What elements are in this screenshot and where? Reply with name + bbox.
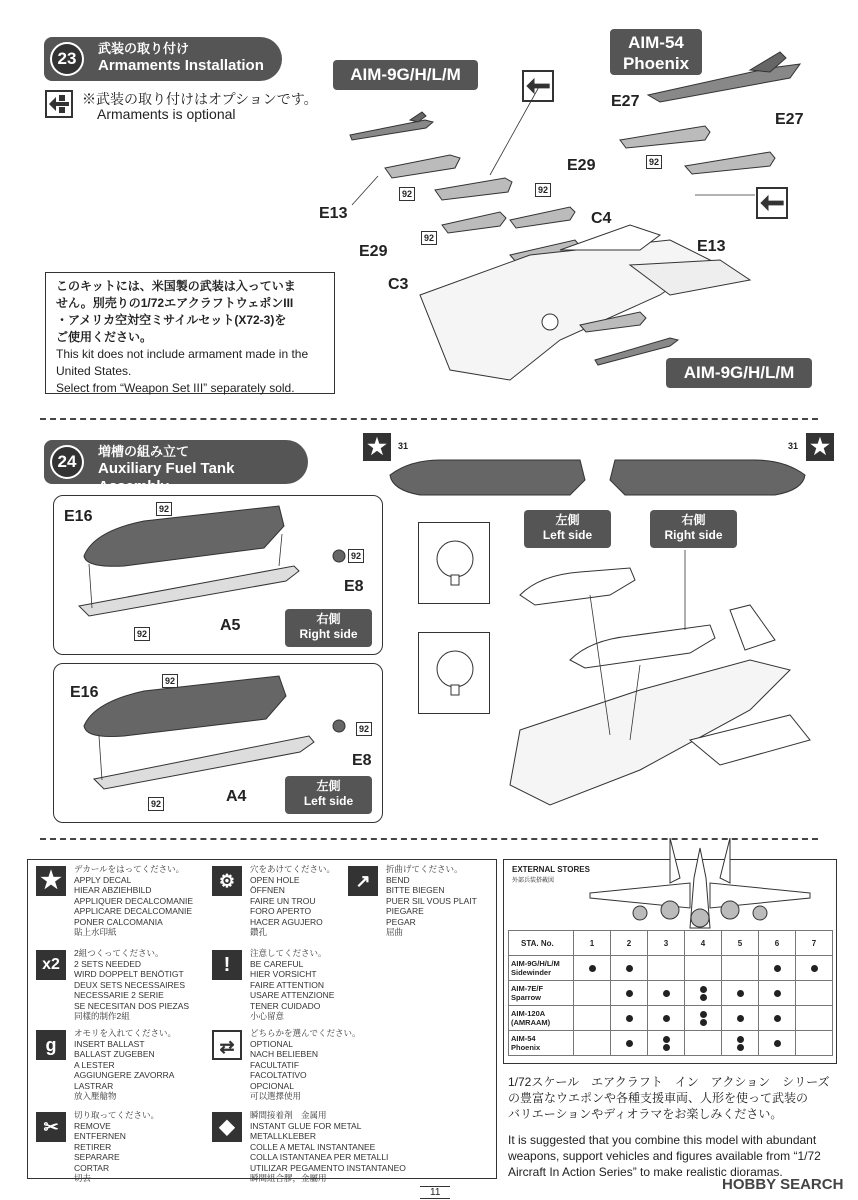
star-decal-icon: ★ (806, 433, 834, 461)
paint-92: 92 (148, 797, 164, 811)
station-cell (685, 981, 722, 1006)
station-cell (611, 981, 648, 1006)
stores-subtitle: 外部兵装搭載図 (512, 878, 555, 884)
paint-92: 92 (535, 183, 551, 197)
page-number: 11 (420, 1186, 450, 1199)
be-careful-icon: ! (212, 950, 242, 980)
store-dot (811, 965, 818, 972)
step-title-jp: 増槽の組み立て (98, 444, 190, 459)
store-dot (774, 1040, 781, 1047)
station-cell (796, 1031, 833, 1056)
info-jp-line: ・アメリカ空対空ミサイルセット(X72-3)を (56, 313, 287, 327)
left-side-label: 左側 Left side (285, 776, 372, 814)
store-dot (626, 965, 633, 972)
station-cell (574, 1006, 611, 1031)
station-cell (796, 956, 833, 981)
store-dot (737, 1036, 744, 1043)
paint-92: 92 (421, 231, 437, 245)
paint-92: 92 (348, 549, 364, 563)
station-cell (722, 956, 759, 981)
station-cell (685, 956, 722, 981)
missile-label-aim9-top: AIM-9G/H/L/M (333, 60, 478, 90)
store-dot (626, 1040, 633, 1047)
station-cell (685, 1031, 722, 1056)
store-dot (737, 1044, 744, 1051)
station-cell (648, 1031, 685, 1056)
stores-row: AIM-9G/H/L/M Sidewinder (509, 956, 833, 981)
store-dot (700, 1019, 707, 1026)
station-cell (759, 981, 796, 1006)
detail-box-top (418, 522, 490, 604)
part-e16: E16 (70, 684, 99, 701)
store-dot (663, 1044, 670, 1051)
station-cell (611, 1006, 648, 1031)
store-dot (663, 990, 670, 997)
part-c3: C3 (388, 276, 409, 293)
store-dot (737, 1015, 744, 1022)
station-cell (574, 981, 611, 1006)
station-cell (685, 1006, 722, 1031)
right-side-install-label: 右側 Right side (650, 510, 737, 548)
legend-optional: どちらかを選んでください。 OPTIONAL NACH BELIEBEN FACULTATIF FACOLTATIVO OPCIONAL 可以選擇使用 (250, 1028, 361, 1101)
instant-glue-icon: ◆ (212, 1112, 242, 1142)
station-cell (722, 1006, 759, 1031)
remove-icon: ✂ (36, 1112, 66, 1142)
watermark: HOBBY SEARCH (722, 1176, 844, 1193)
store-dot (626, 1015, 633, 1022)
station-cell (722, 981, 759, 1006)
stores-row: AIM-7E/F Sparrow (509, 981, 833, 1006)
part-c4: C4 (591, 210, 612, 227)
part-a4: A4 (226, 788, 247, 805)
station-cell (648, 1006, 685, 1031)
store-dot (589, 965, 596, 972)
step-title-jp: 武装の取り付け (98, 41, 190, 56)
stores-title: EXTERNAL STORES (512, 865, 590, 874)
detail-box-bottom (418, 632, 490, 714)
part-e27-left: E27 (611, 93, 640, 110)
store-dot (663, 1036, 670, 1043)
paint-92: 92 (134, 627, 150, 641)
station-cell (648, 981, 685, 1006)
legend-bend: 折曲げてください。 BEND BITTE BIEGEN PUER SIL VOUS PLAIT PIEGARE PEGAR 屈曲 (386, 864, 477, 937)
store-dot (626, 990, 633, 997)
station-cell (648, 956, 685, 981)
store-dot (700, 986, 707, 993)
decal-tank-left (380, 455, 590, 500)
info-jp-line: このキットには、米国製の武装は入っていま (56, 279, 296, 293)
missile-label-aim9-bottom: AIM-9G/H/L/M (666, 358, 812, 388)
right-side-label: 右側 Right side (285, 609, 372, 647)
optional-arrows-icon (45, 90, 73, 118)
armament-info-box (45, 272, 335, 394)
info-jp-line: せん。別売りの1/72エアクラフトウェポンIII (56, 296, 294, 310)
station-cell (574, 956, 611, 981)
two-sets-icon: x2 (36, 950, 66, 980)
stores-table: STA. No. 1 2 3 4 5 6 7 AIM-9G/H/L/M Sidewinder AIM-7E/F Sparrow AIM-120A (AMRAAM) AIM-54 Phoenix (508, 930, 833, 1056)
station-cell (759, 1006, 796, 1031)
star-icon: ★ (36, 866, 66, 896)
stores-row: AIM-120A (AMRAAM) (509, 1006, 833, 1031)
paint-92: 92 (399, 187, 415, 201)
station-cell (759, 1031, 796, 1056)
section-divider (40, 418, 818, 420)
step-title-en: Auxiliary Fuel Tank Assembly (98, 460, 235, 495)
store-dot (774, 990, 781, 997)
part-a5: A5 (220, 617, 241, 634)
armament-illustration (330, 50, 850, 395)
paint-92: 92 (156, 502, 172, 516)
step-number: 24 (50, 445, 84, 479)
part-e29-bottom: E29 (359, 243, 388, 260)
part-e8: E8 (352, 752, 372, 769)
store-dot (774, 965, 781, 972)
station-cell (796, 1006, 833, 1031)
paint-92: 92 (162, 674, 178, 688)
step-23-header (44, 37, 282, 81)
store-dot (663, 1015, 670, 1022)
optional-note-jp: ※武装の取り付けはオプションです。 (82, 91, 318, 107)
promo-text: 1/72スケール エアクラフト イン アクション シリーズ の豊富なウエポンや各種支援車両、人形を使って武装の バリエーションやディオラマをお楽しみください。 It is suggested that you combine this model with abundant weapons, support vehicles and figures available from “1/72 Aircraft In Action Series” to make realistic dioramas. (508, 1075, 830, 1179)
part-e27-right: E27 (775, 111, 804, 128)
store-dot (700, 1011, 707, 1018)
legend-instant-glue: 瞬間接着剤 金属用 INSTANT GLUE FOR METAL METALLKLEBER COLLE A METAL INSTANTANEE COLLA ISTANTANEA PER METALLI UTILIZAR PEGAMENTO INSTANTANEO 瞬間組合膠，金屬用 (250, 1110, 406, 1183)
part-e8: E8 (344, 578, 364, 595)
step-title-en: Armaments Installation (98, 57, 264, 74)
step-number: 23 (50, 42, 84, 76)
decal-number: 31 (398, 441, 409, 451)
paint-92: 92 (646, 155, 662, 169)
station-cell (759, 956, 796, 981)
part-e16: E16 (64, 508, 93, 525)
sta-label: STA. No. (509, 931, 574, 956)
info-en-line: This kit does not include armament made in the (56, 347, 309, 361)
optional-icon: ⇄ (212, 1030, 242, 1060)
store-dot (774, 1015, 781, 1022)
store-dot (700, 994, 707, 1001)
ballast-icon: g (36, 1030, 66, 1060)
paint-92: 92 (356, 722, 372, 736)
stores-row: AIM-54 Phoenix (509, 1031, 833, 1056)
info-en-line: United States. (56, 364, 132, 378)
part-e13-right: E13 (697, 238, 726, 255)
legend-be-careful: 注意してください。 BE CAREFUL HIER VORSICHT FAIRE ATTENTION USARE ATTENZIONE TENER CUIDADO 小心留意 (250, 948, 335, 1021)
missile-label-aim54: AIM-54 Phoenix (610, 29, 702, 75)
bend-icon: ↗ (348, 866, 378, 896)
decal-number: 31 (788, 441, 799, 451)
info-en-line: Select from “Weapon Set III” separately sold. (56, 381, 295, 395)
station-cell (574, 1031, 611, 1056)
station-cell (611, 1031, 648, 1056)
part-e29-top: E29 (567, 157, 596, 174)
part-e13-left: E13 (319, 205, 348, 222)
decal-tank-right (605, 455, 815, 500)
legend-two-sets: 2組つくってください。 2 SETS NEEDED WIRD DOPPELT BENÖTIGT DEUX SETS NECESSAIRES NECESSARIE 2 SERIE SE NECESITAN DOS PIEZAS 同樣的制作2組 (74, 948, 190, 1021)
legend-open-hole: 穴をあけてください。 OPEN HOLE ÖFFNEN FAIRE UN TROU FORO APERTO HACER AGUJERO 鑽孔 (250, 864, 336, 937)
step-24-header (44, 440, 308, 495)
legend-apply-decal: デカールをはってください。 APPLY DECAL HIEAR ABZIEHBILD APPLIQUER DECALCOMANIE APPLICARE DECALCOMANIE PONER CALCOMANIA 貼上水印紙 (74, 864, 194, 937)
star-decal-icon: ★ (363, 433, 391, 461)
info-jp-line: ご使用ください。 (56, 330, 153, 344)
station-cell (611, 956, 648, 981)
left-side-install-label: 左側 Left side (524, 510, 611, 548)
legend-insert-ballast: オモリを入れてください。 INSERT BALLAST BALLAST ZUGEBEN A LESTER AGGIUNGERE ZAVORRA LASTRAR 放入壓艙物 (74, 1028, 177, 1101)
open-hole-icon: ⚙ (212, 866, 242, 896)
tank-install-illustration (490, 550, 820, 820)
optional-note-en: Armaments is optional (97, 106, 236, 122)
store-dot (737, 990, 744, 997)
legend-remove: 切り取ってください。 REMOVE ENTFERNEN RETIRER SEPARARE CORTAR 切去 (74, 1110, 160, 1183)
station-cell (796, 981, 833, 1006)
station-cell (722, 1031, 759, 1056)
